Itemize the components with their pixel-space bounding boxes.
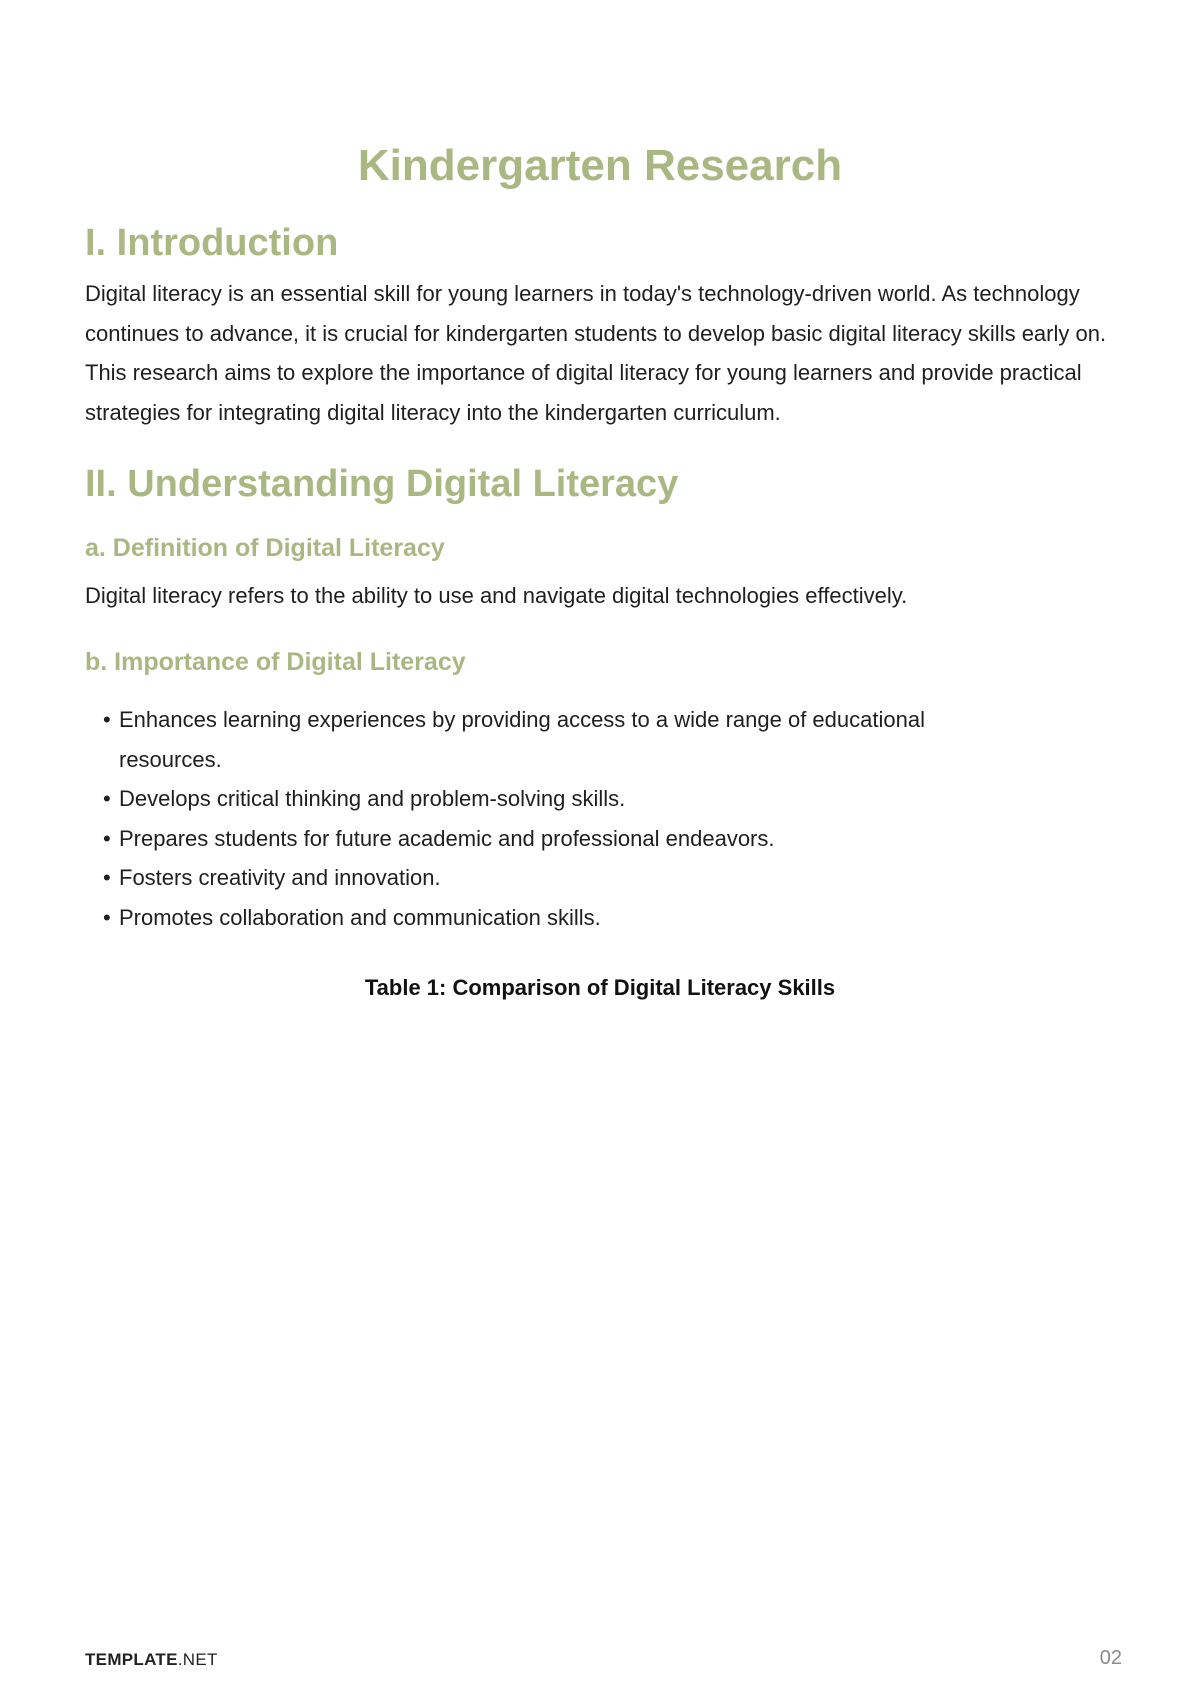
document-title: Kindergarten Research — [357, 141, 843, 190]
bullet-icon: • — [103, 865, 111, 891]
bullet-icon: • — [103, 904, 111, 930]
introduction-paragraph: Digital literacy is an essential skill for young learners in today's technology-driven world. As technology continues to advance, it is crucial for kindergarten students to develop basic digital literacy skills early on. This research aims to explore the importance of digital literacy for young learners and provide practical strategies for integrating digital literacy into the kindergarten curriculum. — [85, 281, 1107, 425]
bullet-icon: • — [103, 707, 111, 733]
list-item — [103, 819, 999, 859]
list-item-text: Enhances learning experiences by providing access to a wide range of educational resources. — [119, 707, 925, 772]
definition-paragraph: Digital literacy refers to the ability to use and navigate digital technologies effectively. — [85, 583, 908, 609]
footer-brand-logo — [85, 1650, 218, 1670]
importance-list — [85, 700, 1115, 937]
brand-name: TEMPLATE — [85, 1650, 178, 1669]
introduction-heading: I. Introduction — [85, 221, 339, 264]
list-item — [103, 700, 999, 779]
document-content — [85, 130, 1115, 1001]
list-item-text: Develops critical thinking and problem-solving skills. — [119, 786, 626, 812]
page-number: 02 — [1099, 1647, 1122, 1669]
brand-suffix: .NET — [177, 1650, 218, 1669]
table-caption: Table 1: Comparison of Digital Literacy Skills — [364, 975, 836, 1001]
list-item-text: Fosters creativity and innovation. — [119, 865, 441, 891]
list-item — [103, 898, 999, 938]
definition-heading: a. Definition of Digital Literacy — [85, 533, 445, 562]
list-item-text: Prepares students for future academic and professional endeavors. — [119, 825, 775, 851]
list-item — [103, 858, 999, 898]
list-item — [103, 779, 999, 819]
bullet-icon: • — [103, 825, 111, 851]
bullet-icon: • — [103, 786, 111, 812]
list-item-text: Promotes collaboration and communication skills. — [119, 904, 601, 930]
importance-heading: b. Importance of Digital Literacy — [85, 647, 466, 676]
understanding-digital-literacy-heading: II. Understanding Digital Literacy — [85, 463, 679, 506]
